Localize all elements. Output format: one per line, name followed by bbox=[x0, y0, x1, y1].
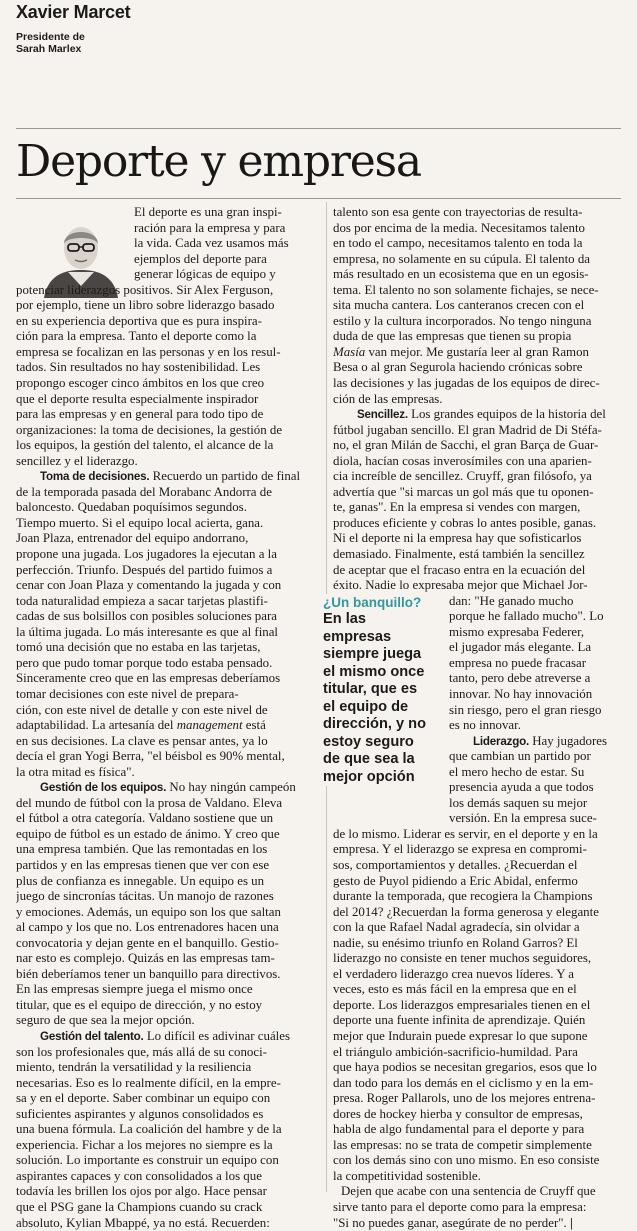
text-line: seguro de que sea la mejor opción. bbox=[16, 1013, 195, 1028]
text-line: deporte una fuente infinita de aprendizaje. Quién bbox=[333, 1013, 586, 1028]
author-name: Xavier Marcet bbox=[16, 2, 131, 22]
text-line: el triángulo ambición-sacrificio-humildad. Para bbox=[333, 1044, 578, 1059]
text-line: necesarias. Eso es lo realmente difícil, en la empre- bbox=[16, 1075, 281, 1090]
text-line: la competitividad sostenible. bbox=[333, 1168, 481, 1183]
text-line: para las empresas y en general para todo tipo de bbox=[16, 407, 264, 422]
text-line: tomar decisiones con este nivel de prepara- bbox=[16, 686, 239, 701]
text-run: van mejor. Me gustaría leer al gran Ramon bbox=[365, 344, 589, 359]
text-line: no, el gran Milán de Sacchi, el gran Barça de Guar- bbox=[333, 438, 599, 453]
text-line: el verdadero liderazgo crea nuevos líderes. Y a bbox=[333, 966, 574, 981]
text-line: sin riesgo, pero el gran riesgo bbox=[449, 702, 602, 717]
text-line: habla de algo fundamental para el deporte y para bbox=[333, 1122, 585, 1137]
headline: Deporte y empresa bbox=[16, 136, 421, 187]
text-line: talento son esa gente con trayectorias de resulta- bbox=[333, 205, 583, 219]
end-mark: | bbox=[569, 1215, 573, 1230]
text-line: las decisiones y las jugadas de los equipos de direc- bbox=[333, 376, 600, 391]
text-line: tados. Sin resultados no hay sostenibilidad. Les bbox=[16, 360, 261, 375]
text-line: Dejen que acabe con una sentencia de Cruyff que bbox=[341, 1184, 596, 1199]
text-line: demasiado. Finalmente, está también la sencillez bbox=[333, 547, 585, 562]
text-line: estilo y la cultura incorporados. No tengo ninguna bbox=[333, 313, 592, 328]
text-line: innovar. No hay innovación bbox=[449, 686, 593, 701]
text-run: adaptabilidad. La artesanía del bbox=[16, 718, 177, 733]
pull-quote-line: titular, que es bbox=[323, 681, 418, 697]
text-line: mismo expresaba Federer, bbox=[449, 624, 585, 639]
pull-quote-question: ¿Un banquillo? bbox=[323, 595, 422, 610]
section-heading: Liderazgo. bbox=[473, 734, 529, 748]
text-line: pero que pudo tomar porque todo estaba pensado. bbox=[16, 655, 273, 670]
text-line: absoluto, Kylian Mbappé, ya no está. Recuerden: bbox=[16, 1215, 270, 1230]
text-line bbox=[333, 407, 623, 423]
text-line: durante la temporada, que recogiera la Champions bbox=[333, 889, 593, 904]
text-line: en todo el campo, necesitamos talento en toda la bbox=[333, 236, 583, 251]
text-line: ción para la empresa. Tanto el deporte como la bbox=[16, 329, 257, 344]
pull-quote-line: dirección, y no bbox=[323, 716, 426, 732]
text-line: bién deberíamos tener un banquillo para directivos. bbox=[16, 966, 281, 981]
text-line: Joan Plaza, entrenador del equipo andorrano, bbox=[16, 531, 249, 546]
text-line: la otra mitad es física". bbox=[16, 764, 135, 779]
text-run: Recuerdo un partido de final bbox=[152, 469, 301, 484]
headline-divider bbox=[16, 198, 621, 199]
text-line: te, ganas". En la empresa si vendes con margen, bbox=[333, 500, 581, 515]
text-line: empresa. Y el liderazgo se expresa en compromi- bbox=[333, 842, 587, 857]
pull-quote-line: de que sea la bbox=[323, 751, 415, 767]
text-line: que el PSG gane la Champions cuando su crack bbox=[16, 1200, 263, 1214]
text-line: dores de hockey hierba y consultor de empresas, bbox=[333, 1106, 583, 1121]
text-line: produces eficiente y cobras lo antes posible, ganas. bbox=[333, 515, 597, 530]
text-line: plus de confianza es innegable. Un equipo es un bbox=[16, 873, 265, 888]
text-line: el jugador más elegante. La bbox=[449, 640, 592, 655]
text-line: cenar con Joan Plaza y comentando la jugada y con bbox=[16, 578, 282, 593]
text-line: ejemplos del deporte para bbox=[134, 251, 267, 266]
pull-quote bbox=[323, 594, 435, 786]
text-line: experiencia. Fichar a los mejores no siempre es la bbox=[16, 1137, 273, 1152]
text-line: presa. Roger Pallarols, uno de los mejores entrena- bbox=[333, 1091, 596, 1106]
text-line: perfección. Triunfo. Después del partido fuimos a bbox=[16, 562, 273, 577]
text-line: los equipos, la gestión del talento, el alcance de la bbox=[16, 438, 274, 453]
text-line: mejor que Indurain puede expresar lo que supone bbox=[333, 1028, 588, 1043]
text-line: que haya podios se necesitan gregarios, esos que lo bbox=[333, 1060, 597, 1075]
text-line: por ejemplo, tiene un libro sobre liderazgo basado bbox=[16, 298, 275, 313]
text-line: equipo de fútbol es un estado de ánimo. Y creo que bbox=[16, 826, 280, 841]
text-line: de aceptar que el fracaso entra en la ecuación del bbox=[333, 562, 586, 577]
text-line: liderazgo no consiste en tener muchos seguidores, bbox=[333, 951, 592, 966]
text-line: de la temporada pasada del Morabanc Andorra de bbox=[16, 484, 272, 499]
text-line: todavía les brillen los ojos por algo. Hace pensar bbox=[16, 1184, 267, 1199]
text-line bbox=[16, 718, 319, 734]
text-line: ción de las empresas. bbox=[333, 391, 443, 406]
text-line: con la que Rafael Nadal agradecía, sin olvidar a bbox=[333, 920, 580, 935]
text-line: sita mucha cantera. Los canteranos crecen con el bbox=[333, 298, 585, 313]
text-line: propone una jugada. Los jugadores la ejecutan a la bbox=[16, 547, 277, 562]
author-role bbox=[16, 31, 216, 55]
section-heading: Gestión de los equipos. bbox=[40, 781, 167, 795]
section-heading: Sencillez. bbox=[357, 408, 408, 422]
text-line: en su experiencia deportiva que es pura inspira- bbox=[16, 313, 262, 328]
text-line: cadas de sus bolsillos con posibles soluciones para bbox=[16, 609, 277, 624]
text-line: nadie, su enésimo triunfo en Roland Garros? El bbox=[333, 935, 578, 950]
text-line: decía el gran Yogi Berra, "el béisbol es 90% mental, bbox=[16, 749, 285, 764]
text-line: una empresa también. Que las remontadas en los bbox=[16, 842, 268, 857]
text-line: duda de que las empresas que tienen su propia bbox=[333, 329, 572, 344]
text-line: convocatoria y dejan gente en el banquillo. Gestio- bbox=[16, 935, 279, 950]
text-line: advertía que "si marcas un gol más que tu oponen- bbox=[333, 484, 594, 499]
text-line: las empresas: no se trata de competir simplemente bbox=[333, 1137, 592, 1152]
text-line: suficientes aspirantes y algunos consolidados es bbox=[16, 1106, 264, 1121]
text-run-italic: management bbox=[176, 718, 243, 733]
text-run: Lo difícil es adivinar cuáles bbox=[146, 1028, 290, 1043]
text-line: toda naturalidad empieza a sacar tarjetas plastifi- bbox=[16, 593, 268, 608]
top-divider bbox=[16, 128, 621, 129]
text-line: presencia ayuda a que todos bbox=[449, 780, 594, 795]
text-line: sa y en el deporte. Saber combinar un equipo con bbox=[16, 1091, 271, 1106]
text-run: Los grandes equipos de la historia del bbox=[411, 407, 606, 422]
text-line: más resultado en un ecosistema que en un egosis- bbox=[333, 267, 589, 282]
text-line: y emociones. Además, un equipo son los que saltan bbox=[16, 904, 281, 919]
text-line bbox=[449, 734, 623, 750]
text-line: solución. Lo importante es construir un equipo con bbox=[16, 1153, 279, 1168]
text-line: organizaciones: la toma de decisiones, la gestión de bbox=[16, 422, 283, 437]
author-role-line: Presidente de bbox=[16, 31, 85, 43]
text-line: miento, tendrán la versatilidad y la resiliencia bbox=[16, 1060, 252, 1075]
text-line: propongo escoger cinco ámbitos en los que creo bbox=[16, 376, 265, 391]
pull-quote-line: el equipo de bbox=[323, 698, 409, 715]
text-line: tanto, pero debe atreverse a bbox=[449, 671, 591, 686]
text-line: empresa se focalizan en las personas y en los resul- bbox=[16, 344, 281, 359]
text-line: son los profesionales que, más allá de su conoci- bbox=[16, 1044, 267, 1059]
text-line: dos por encima de la media. Necesitamos talento bbox=[333, 220, 585, 235]
text-line: que cambian un partido por bbox=[449, 749, 591, 764]
text-line: deporte. Los liderazgos empresariales tienen en el bbox=[333, 997, 591, 1012]
text-run: No hay ningún campeón bbox=[169, 780, 296, 795]
text-line: veces, esto es más fácil en la empresa que en el bbox=[333, 982, 577, 997]
text-line: al campo y los que no. Los entrenadores hacen una bbox=[16, 920, 279, 935]
text-line: ración para la empresa y para bbox=[134, 220, 286, 235]
text-line: generar lógicas de equipo y bbox=[134, 267, 276, 282]
text-line bbox=[333, 1216, 623, 1231]
text-line: ción, con este nivel de detalle y con este nivel de bbox=[16, 702, 268, 717]
text-line: los demás saquen su mejor bbox=[449, 795, 588, 810]
text-line: potenciar liderazgos positivos. Sir Alex Ferguson, bbox=[16, 282, 274, 297]
text-line: éxito. Nadie lo expresaba mejor que Michael Jor- bbox=[333, 578, 588, 593]
text-line: tema. El talento no son solamente fichajes, se nece- bbox=[333, 282, 599, 297]
text-line: sirve tanto para el deporte como para la empresa: bbox=[333, 1200, 587, 1214]
text-line bbox=[16, 780, 319, 796]
text-line: sencillez y el liderazgo. bbox=[16, 453, 138, 468]
text-line: empresa no puede fracasar bbox=[449, 655, 587, 670]
text-line: partidos y en las empresas tienen que ver con ese bbox=[16, 857, 270, 872]
text-line: el fútbol a otra categoría. Valdano sostiene que un bbox=[16, 811, 274, 826]
text-line: una buena fórmula. La coalición del hambre y de la bbox=[16, 1122, 282, 1137]
text-line: la vida. Cada vez usamos más bbox=[134, 236, 289, 251]
text-line: En las empresas siempre juega el mismo once bbox=[16, 982, 253, 997]
text-line: baloncesto. Quedaban poquísimos segundos. bbox=[16, 500, 247, 515]
pull-quote-line: mejor opción bbox=[323, 768, 415, 785]
text-line: titular, que es el equipo de dirección, y no estoy bbox=[16, 997, 263, 1012]
text-line: empresa, no solamente en su cúpula. El talento da bbox=[333, 251, 591, 266]
pull-quote-line: el mismo once bbox=[323, 663, 425, 680]
text-line: Ni el deporte ni la empresa hay que sofisticarlos bbox=[333, 531, 582, 546]
text-line: gesto de Puyol pidiendo a Eric Abidal, enfermo bbox=[333, 873, 578, 888]
text-line: diola, hacían cosas inverosímiles con una aparien- bbox=[333, 453, 592, 468]
text-line: Sinceramente creo que en las empresas deberíamos bbox=[16, 671, 281, 686]
author-role-line: Sarah Marlex bbox=[16, 43, 82, 55]
text-line: con los demás sino con uno mismo. En eso consiste bbox=[333, 1153, 600, 1168]
section-heading: Gestión del talento. bbox=[40, 1029, 144, 1043]
pull-quote-line: estoy seguro bbox=[323, 733, 414, 750]
text-line: del mundo de fútbol con la prosa de Valdano. Eleva bbox=[16, 795, 283, 810]
text-line bbox=[16, 1029, 319, 1045]
text-line: El deporte es una gran inspi- bbox=[134, 205, 282, 219]
text-line bbox=[16, 469, 319, 485]
section-heading: Toma de decisiones. bbox=[40, 470, 150, 484]
text-line: juego de sincronías tácitas. Un manojo de razones bbox=[16, 889, 274, 904]
text-line: de lo mismo. Liderar es servir, en el deporte y en la bbox=[333, 826, 598, 841]
text-line: nar esto es complejo. Quizás en las empresas tam- bbox=[16, 951, 275, 966]
text-line: que el deporte resulta especialmente inspirador bbox=[16, 391, 259, 406]
text-column-1 bbox=[16, 205, 319, 1231]
text-line: en sus decisiones. La clave es pensar antes, ya lo bbox=[16, 733, 268, 748]
pull-quote-line: siempre juega bbox=[323, 646, 422, 662]
text-line: la última jugada. Lo más interesante es que al final bbox=[16, 624, 279, 639]
text-line: cia increíble de sencillez. Cruyff, gran filósofo, ya bbox=[333, 469, 592, 484]
text-line: aspirantes capaces y con consolidados a los que bbox=[16, 1168, 262, 1183]
text-line: fútbol jugaban sencillo. El gran Madrid de Di Stéfa- bbox=[333, 422, 602, 437]
text-line bbox=[333, 345, 623, 361]
text-run: está bbox=[242, 718, 266, 733]
text-line: Besa o al gran Segurola haciendo crónicas sobre bbox=[333, 360, 583, 375]
text-line: tomó una decisión que no estaba en las tarjetas, bbox=[16, 640, 261, 655]
text-line: dan todo para los demás en el ciclismo y en la em- bbox=[333, 1075, 594, 1090]
text-line: porque he fallado mucho". Lo bbox=[449, 609, 604, 624]
text-line: sos, comportamientos y detalles. ¿Recuerdan el bbox=[333, 857, 578, 872]
text-run-italic: Masía bbox=[333, 344, 366, 359]
text-line: del 2014? ¿Recuerdan la forma generosa y elegante bbox=[333, 904, 599, 919]
text-line: Tiempo muerto. Si el equipo local acierta, gana. bbox=[16, 515, 264, 530]
text-run: Hay jugadores bbox=[532, 733, 608, 748]
text-line: dan: "He ganado mucho bbox=[449, 593, 574, 608]
text-run: "Si no puedes ganar, asegúrate de no perder". bbox=[333, 1215, 567, 1230]
text-line: versión. En la empresa suce- bbox=[449, 811, 597, 826]
text-line: es no innovar. bbox=[449, 718, 521, 733]
pull-quote-line: En las empresas bbox=[323, 611, 392, 645]
text-line: el mero hecho de estar. Su bbox=[449, 764, 585, 779]
